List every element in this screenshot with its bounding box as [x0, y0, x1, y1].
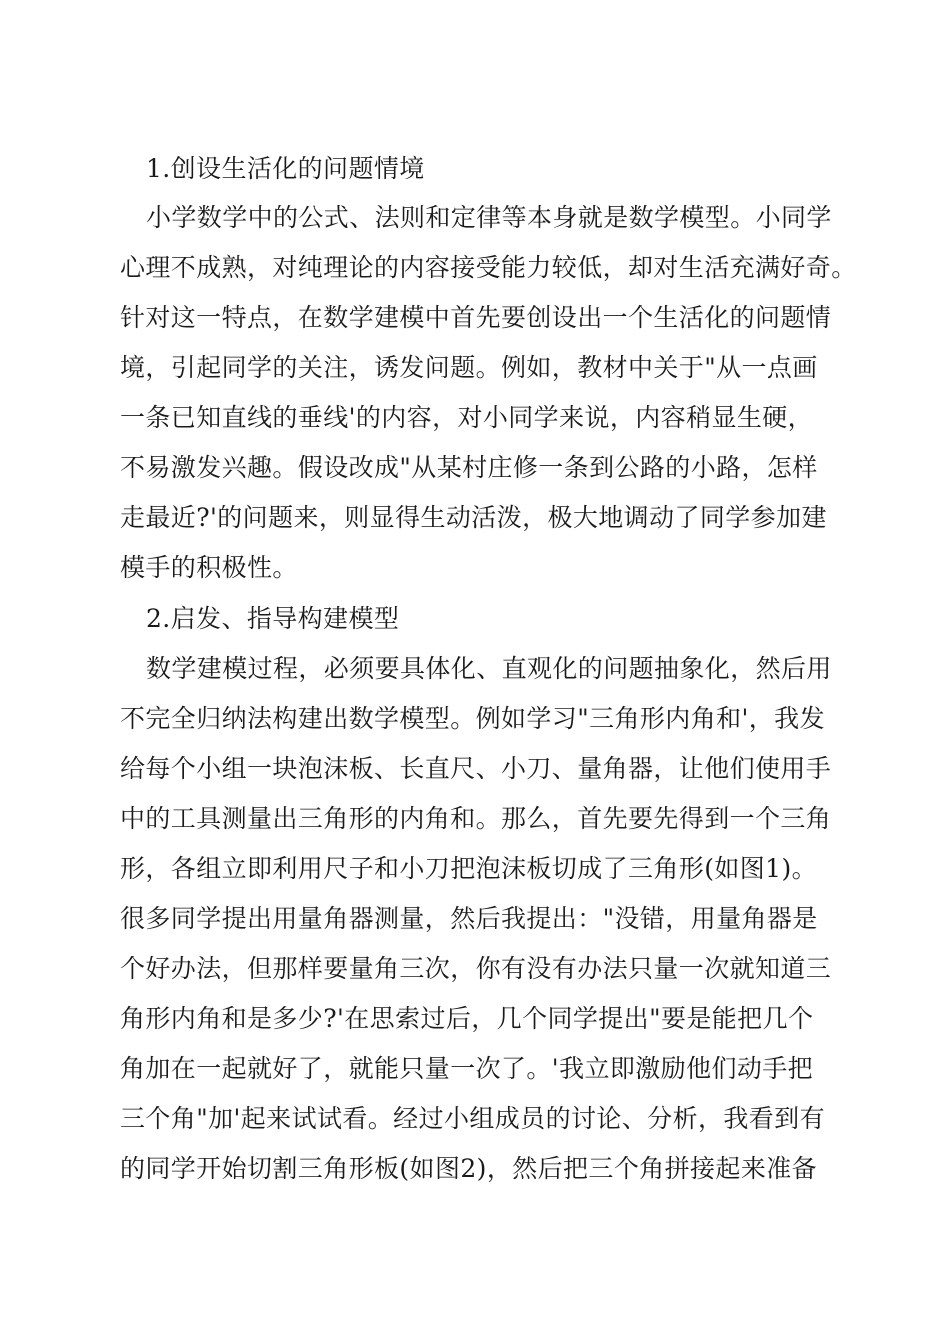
paragraph-line: 不易激发兴趣。假设改成"从某村庄修一条到公路的小路，怎样	[120, 453, 818, 482]
paragraph-line: 三个角"加'起来试试看。经过小组成员的讨论、分析，我看到有	[120, 1104, 825, 1133]
paragraph-line: 数学建模过程，必须要具体化、直观化的问题抽象化，然后用	[146, 654, 832, 683]
paragraph-line: 很多同学提出用量角器测量，然后我提出："没错，用量角器是	[120, 904, 818, 933]
paragraph-line: 走最近?'的问题来，则显得生动活泼，极大地调动了同学参加建	[120, 503, 827, 532]
paragraph-line: 小学数学中的公式、法则和定律等本身就是数学模型。小同学	[146, 203, 832, 232]
paragraph-line: 的同学开始切割三角形板(如图2)，然后把三个角拼接起来准备	[120, 1154, 818, 1183]
paragraph-line: 给每个小组一块泡沫板、长直尺、小刀、量角器，让他们使用手	[120, 754, 832, 783]
paragraph-line: 角形内角和是多少?'在思索过后，几个同学提出"要是能把几个	[120, 1004, 814, 1033]
paragraph-line: 个好办法，但那样要量角三次，你有没有办法只量一次就知道三	[120, 954, 832, 983]
paragraph-line: 模手的积极性。	[120, 553, 298, 582]
paragraph-line: 形，各组立即利用尺子和小刀把泡沫板切成了三角形(如图1)。	[120, 854, 818, 883]
paragraph-line: 不完全归纳法构建出数学模型。例如学习"三角形内角和'，我发	[120, 704, 825, 733]
section-heading-2: 2.启发、指导构建模型	[146, 604, 400, 633]
paragraph-line: 角加在一起就好了，就能只量一次了。'我立即激励他们动手把	[120, 1054, 814, 1083]
paragraph-line: 境，引起同学的关注，诱发问题。例如，教材中关于"从一点画	[120, 353, 818, 382]
paragraph-line: 针对这一特点，在数学建模中首先要创设出一个生活化的问题情	[120, 303, 832, 332]
paragraph-line: 中的工具测量出三角形的内角和。那么，首先要先得到一个三角	[120, 804, 832, 833]
paragraph-line: 一条已知直线的垂线'的内容，对小同学来说，内容稍显生硬，	[120, 403, 814, 432]
section-heading-1: 1.创设生活化的问题情境	[146, 154, 425, 183]
paragraph-line: 心理不成熟，对纯理论的内容接受能力较低，却对生活充满好奇。	[120, 253, 857, 282]
